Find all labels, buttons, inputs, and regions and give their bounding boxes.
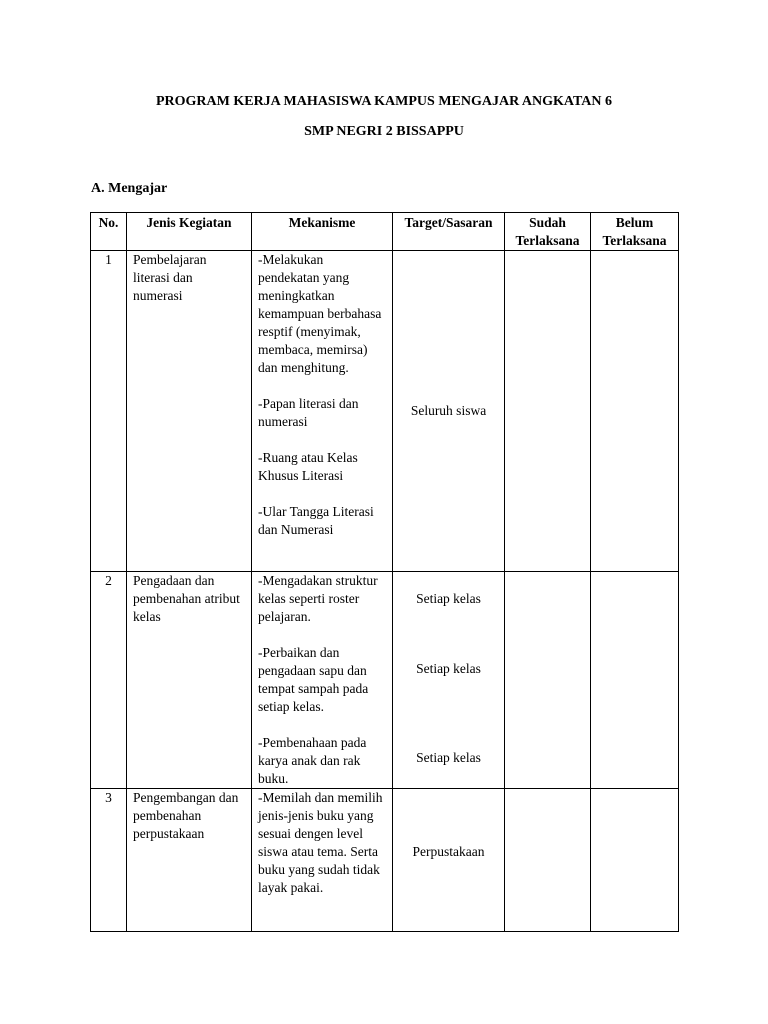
header-no: No. <box>91 213 127 251</box>
row-no: 2 <box>91 572 127 789</box>
row-belum-terlaksana <box>591 251 679 572</box>
mekanisme-item: -Memilah dan memilih jenis-jenis buku yang sesuai dengen level siswa atau tema. Serta buku yang sudah tidak layak pakai. <box>258 790 383 895</box>
header-jenis-kegiatan: Jenis Kegiatan <box>127 213 252 251</box>
mekanisme-item: -Perbaikan dan pengadaan sapu dan tempat sampah pada setiap kelas. <box>258 645 369 714</box>
row-belum-terlaksana <box>591 572 679 789</box>
mekanisme-item: -Pembenahaan pada karya anak dan rak buku. <box>258 735 367 786</box>
program-table <box>90 212 679 932</box>
table-row <box>91 789 679 932</box>
header-belum-terlaksana <box>591 213 679 251</box>
row-no: 1 <box>91 251 127 572</box>
row-mekanisme <box>252 789 393 932</box>
mekanisme-item: -Melakukan pendekatan yang meningkatkan kemampuan berbahasa resptif (menyimak, membaca, memirsa) dan menghitung. <box>258 252 382 375</box>
mekanisme-item: -Ular Tangga Literasi dan Numerasi <box>258 504 374 537</box>
row-belum-terlaksana <box>591 789 679 932</box>
mekanisme-item: -Papan literasi dan numerasi <box>258 396 359 429</box>
target-item: Setiap kelas <box>416 661 481 676</box>
header-mekanisme: Mekanisme <box>252 213 393 251</box>
row-sudah-terlaksana <box>505 572 591 789</box>
row-jenis-kegiatan: Pengembangan dan pembenahan perpustakaan <box>127 789 252 932</box>
mekanisme-item: -Mengadakan struktur kelas seperti roster pelajaran. <box>258 573 378 624</box>
mekanisme-item: -Ruang atau Kelas Khusus Literasi <box>258 450 358 483</box>
row-target <box>393 572 505 789</box>
target-item: Setiap kelas <box>416 750 481 765</box>
row-jenis-kegiatan: Pengadaan dan pembenahan atribut kelas <box>127 572 252 789</box>
row-jenis-kegiatan: Pembelajaran literasi dan numerasi <box>127 251 252 572</box>
document-title: PROGRAM KERJA MAHASISWA KAMPUS MENGAJAR ANGKATAN 6 <box>155 94 613 109</box>
row-target <box>393 789 505 932</box>
header-sudah-line1: Sudah <box>529 215 566 230</box>
row-no: 3 <box>91 789 127 932</box>
row-mekanisme <box>252 251 393 572</box>
document-subtitle: SMP NEGRI 2 BISSAPPU <box>304 124 464 139</box>
table-header-row <box>91 213 679 251</box>
row-target: Seluruh siswa <box>393 251 505 572</box>
header-target: Target/Sasaran <box>393 213 505 251</box>
target-item: Setiap kelas <box>416 591 481 606</box>
table-row <box>91 251 679 572</box>
section-heading: A. Mengajar <box>91 181 168 196</box>
header-belum-line2: Terlaksana <box>602 233 667 248</box>
header-belum-line1: Belum <box>615 215 654 230</box>
row-mekanisme <box>252 572 393 789</box>
header-sudah-terlaksana <box>505 213 591 251</box>
row-sudah-terlaksana <box>505 251 591 572</box>
header-sudah-line2: Terlaksana <box>515 233 580 248</box>
row-sudah-terlaksana <box>505 789 591 932</box>
table-row <box>91 572 679 789</box>
target-item: Perpustakaan <box>412 844 485 859</box>
